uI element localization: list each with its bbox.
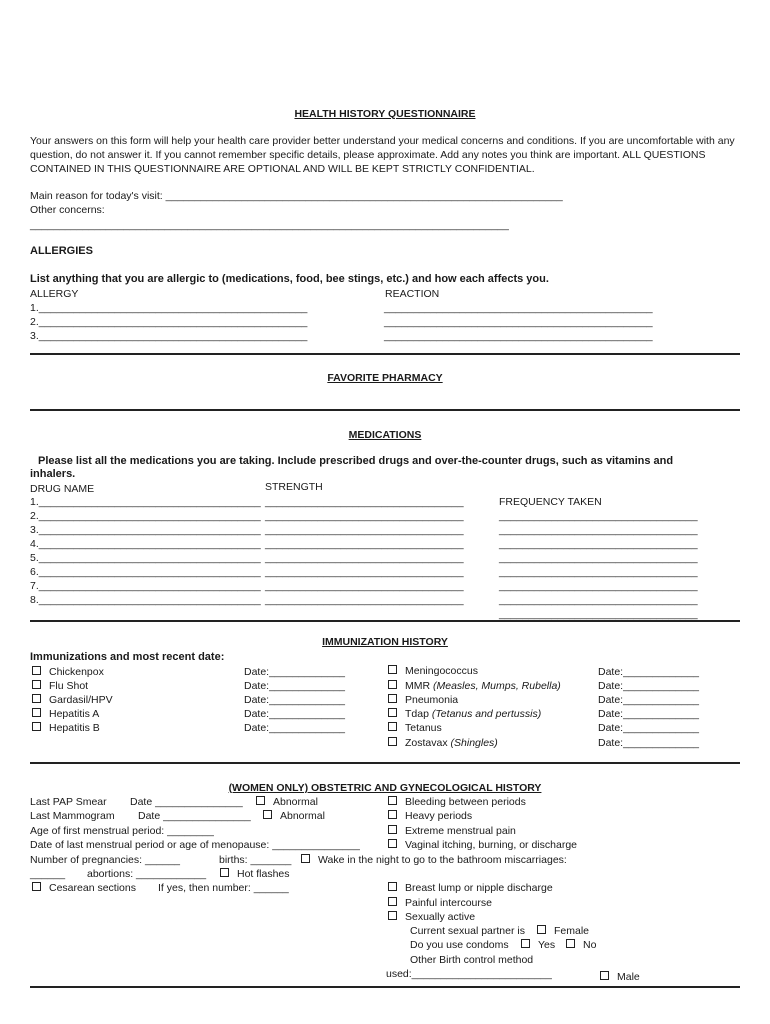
immunization-item-meningococcus[interactable]: Meningococcus — [388, 665, 478, 678]
allergies-instruction: List anything that you are allergic to (medications, food, bee stings, etc.) and how each affects you. — [30, 273, 549, 285]
vaginal-discharge-option[interactable]: Vaginal itching, burning, or discharge — [388, 839, 577, 852]
cesarean-number-field[interactable]: If yes, then number: ______ — [158, 882, 289, 894]
checkbox[interactable] — [388, 911, 397, 920]
checkbox[interactable] — [388, 708, 397, 717]
frequency-field-5[interactable]: __________________________________ — [499, 566, 698, 578]
frequency-field-7[interactable]: __________________________________ — [499, 594, 698, 606]
strength-field-1[interactable]: __________________________________ — [265, 496, 464, 508]
date-field[interactable]: Date:_____________ — [598, 737, 700, 749]
immunization-item-chickenpox[interactable]: Chickenpox — [32, 666, 104, 679]
reaction-column-header: REACTION — [385, 288, 440, 300]
immunization-heading: IMMUNIZATION HISTORY — [322, 636, 448, 648]
checkbox[interactable] — [32, 694, 41, 703]
checkbox[interactable] — [566, 939, 575, 948]
checkbox[interactable] — [388, 737, 397, 746]
pregnancies-field[interactable]: Number of pregnancies: ______ — [30, 854, 181, 866]
date-field[interactable]: Date:_____________ — [598, 680, 700, 692]
bleeding-between-periods-option[interactable]: Bleeding between periods — [388, 796, 526, 809]
strength-field-6[interactable]: __________________________________ — [265, 566, 464, 578]
immunization-item-zostavax[interactable]: Zostavax (Shingles) — [388, 737, 498, 750]
reaction-field-2[interactable]: ______________________________________________ — [384, 316, 653, 328]
strength-column-header: STRENGTH — [265, 481, 323, 493]
section-divider — [30, 353, 740, 355]
menstrual-pain-option[interactable]: Extreme menstrual pain — [388, 825, 516, 838]
age-first-period-field[interactable]: Age of first menstrual period: ________ — [30, 825, 214, 837]
checkbox[interactable] — [388, 897, 397, 906]
pap-smear-date-field[interactable]: Date _______________ — [130, 796, 243, 808]
date-field[interactable]: Date:_____________ — [244, 666, 346, 678]
immunization-item-pneumonia[interactable]: Pneumonia — [388, 694, 458, 707]
checkbox[interactable] — [256, 796, 265, 805]
checkbox[interactable] — [301, 854, 310, 863]
checkbox[interactable] — [388, 722, 397, 731]
frequency-field-4[interactable]: __________________________________ — [499, 552, 698, 564]
checkbox[interactable] — [388, 680, 397, 689]
strength-field-2[interactable]: __________________________________ — [265, 510, 464, 522]
immunization-subheading: Immunizations and most recent date: — [30, 651, 225, 663]
wake-at-night-option[interactable]: Wake in the night to go to the bathroom miscarriages: — [301, 854, 567, 867]
immunization-item-gardasil[interactable]: Gardasil/HPV — [32, 694, 113, 707]
strength-field-7[interactable]: __________________________________ — [265, 580, 464, 592]
immunization-item-mmr[interactable]: MMR (Measles, Mumps, Rubella) — [388, 680, 561, 693]
condoms-label: Do you use condoms — [410, 939, 509, 951]
medications-heading: MEDICATIONS — [348, 429, 422, 441]
drug-field-8[interactable]: 8.______________________________________ — [30, 594, 261, 606]
last-period-field[interactable]: Date of last menstrual period or age of menopause: _______________ — [30, 839, 360, 851]
section-divider — [30, 762, 740, 764]
heavy-periods-option[interactable]: Heavy periods — [388, 810, 472, 823]
allergies-heading: ALLERGIES — [30, 245, 93, 257]
mammogram-label: Last Mammogram — [30, 810, 115, 822]
drug-field-1[interactable]: 1.______________________________________ — [30, 496, 261, 508]
checkbox[interactable] — [32, 722, 41, 731]
pap-abnormal-option[interactable]: Abnormal — [256, 796, 318, 809]
reaction-field-1[interactable]: ______________________________________________ — [384, 302, 653, 314]
births-field[interactable]: births: _______ — [219, 854, 292, 866]
allergy-field-2[interactable]: 2.______________________________________________ — [30, 316, 308, 328]
drug-field-5[interactable]: 5.______________________________________ — [30, 552, 261, 564]
mammogram-date-field[interactable]: Date _______________ — [138, 810, 251, 822]
checkbox[interactable] — [388, 665, 397, 674]
allergy-field-1[interactable]: 1.______________________________________________ — [30, 302, 308, 314]
checkbox[interactable] — [32, 666, 41, 675]
drug-field-4[interactable]: 4.______________________________________ — [30, 538, 261, 550]
strength-field-8[interactable]: __________________________________ — [265, 594, 464, 606]
frequency-field-3[interactable]: __________________________________ — [499, 538, 698, 550]
strength-field-3[interactable]: __________________________________ — [265, 524, 464, 536]
date-field[interactable]: Date:_____________ — [244, 694, 346, 706]
pharmacy-heading: FAVORITE PHARMACY — [327, 372, 443, 384]
medications-instruction-line-2: inhalers. — [30, 468, 76, 480]
checkbox[interactable] — [388, 810, 397, 819]
date-field[interactable]: Date:_____________ — [598, 722, 700, 734]
strength-field-5[interactable]: __________________________________ — [265, 552, 464, 564]
checkbox[interactable] — [388, 882, 397, 891]
checkbox[interactable] — [220, 868, 229, 877]
frequency-field-1[interactable]: __________________________________ — [499, 510, 698, 522]
drug-field-3[interactable]: 3.______________________________________ — [30, 524, 261, 536]
checkbox[interactable] — [537, 925, 546, 934]
drug-field-2[interactable]: 2.______________________________________ — [30, 510, 261, 522]
date-field[interactable]: Date:_____________ — [244, 680, 346, 692]
reaction-field-3[interactable]: ______________________________________________ — [384, 330, 653, 342]
miscarriages-field[interactable]: ______ — [30, 868, 66, 880]
obgyn-heading: (WOMEN ONLY) OBSTETRIC AND GYNECOLOGICAL HISTORY — [228, 782, 542, 794]
medications-instruction-line-1: Please list all the medications you are taking. Include prescribed drugs and over-the-counter drugs, such as vitamins and — [38, 455, 674, 467]
checkbox[interactable] — [32, 882, 41, 891]
frequency-field-6[interactable]: __________________________________ — [499, 580, 698, 592]
partner-label: Current sexual partner is — [410, 925, 525, 937]
frequency-column-header: FREQUENCY TAKEN — [499, 496, 602, 508]
main-reason-field[interactable]: Main reason for today's visit: ____________________________________________________________________ — [30, 190, 563, 202]
section-divider — [30, 620, 740, 622]
checkbox[interactable] — [263, 810, 272, 819]
other-concerns-label: Other concerns: — [30, 204, 105, 216]
cesarean-option[interactable]: Cesarean sections — [32, 882, 136, 895]
painful-intercourse-option[interactable]: Painful intercourse — [388, 897, 492, 910]
checkbox[interactable] — [388, 796, 397, 805]
date-field[interactable]: Date:_____________ — [598, 708, 700, 720]
other-birth-control-label: Other Birth control method — [410, 954, 534, 966]
pap-smear-label: Last PAP Smear — [30, 796, 107, 808]
mammogram-abnormal-option[interactable]: Abnormal — [263, 810, 325, 823]
checkbox[interactable] — [32, 708, 41, 717]
form-title: HEALTH HISTORY QUESTIONNAIRE — [294, 108, 476, 120]
checkbox[interactable] — [388, 694, 397, 703]
other-concerns-field[interactable]: __________________________________________________________________________________ — [30, 219, 509, 231]
frequency-field-8[interactable]: __________________________________ — [499, 608, 698, 620]
immunization-item-tdap[interactable]: Tdap (Tetanus and pertussis) — [388, 708, 541, 721]
checkbox[interactable] — [388, 839, 397, 848]
condoms-no-option[interactable]: No — [566, 939, 596, 952]
section-divider — [30, 986, 740, 988]
drug-field-6[interactable]: 6.______________________________________ — [30, 566, 261, 578]
hot-flashes-option[interactable]: Hot flashes — [220, 868, 290, 881]
immunization-item-flu-shot[interactable]: Flu Shot — [32, 680, 88, 693]
condoms-yes-option[interactable]: Yes — [521, 939, 555, 952]
abortions-field[interactable]: abortions: ____________ — [87, 868, 207, 880]
date-field[interactable]: Date:_____________ — [598, 666, 700, 678]
breast-lump-option[interactable]: Breast lump or nipple discharge — [388, 882, 553, 895]
drug-name-column-header: DRUG NAME — [30, 483, 95, 495]
immunization-item-hepatitis-b[interactable]: Hepatitis B — [32, 722, 100, 735]
frequency-field-2[interactable]: __________________________________ — [499, 524, 698, 536]
allergy-column-header: ALLERGY — [30, 288, 79, 300]
checkbox[interactable] — [521, 939, 530, 948]
date-field[interactable]: Date:_____________ — [244, 708, 346, 720]
date-field[interactable]: Date:_____________ — [598, 694, 700, 706]
immunization-item-hepatitis-a[interactable]: Hepatitis A — [32, 708, 99, 721]
checkbox[interactable] — [388, 825, 397, 834]
birth-control-field[interactable]: used:________________________ — [386, 968, 552, 980]
sexually-active-option[interactable]: Sexually active — [388, 911, 475, 924]
checkbox[interactable] — [32, 680, 41, 689]
checkbox[interactable] — [600, 971, 609, 980]
immunization-item-tetanus[interactable]: Tetanus — [388, 722, 442, 735]
partner-male-option[interactable]: Male — [600, 971, 640, 984]
allergy-field-3[interactable]: 3.______________________________________________ — [30, 330, 308, 342]
section-divider — [30, 409, 740, 411]
date-field[interactable]: Date:_____________ — [244, 722, 346, 734]
drug-field-7[interactable]: 7.______________________________________ — [30, 580, 261, 592]
strength-field-4[interactable]: __________________________________ — [265, 538, 464, 550]
intro-paragraph: Your answers on this form will help your health care provider better understand your medical concerns and conditions. If you are uncomfortable with any question, do not answer it. If you cannot remember specific details, please approximate. Add any notes you think are important. ALL QUESTIONS CONTAINED IN THIS QUESTIONNAIRE ARE OPTIONAL AND WILL BE KEPT STRICTLY CONFIDENTIAL. — [30, 135, 735, 175]
partner-female-option[interactable]: Female — [537, 925, 589, 938]
